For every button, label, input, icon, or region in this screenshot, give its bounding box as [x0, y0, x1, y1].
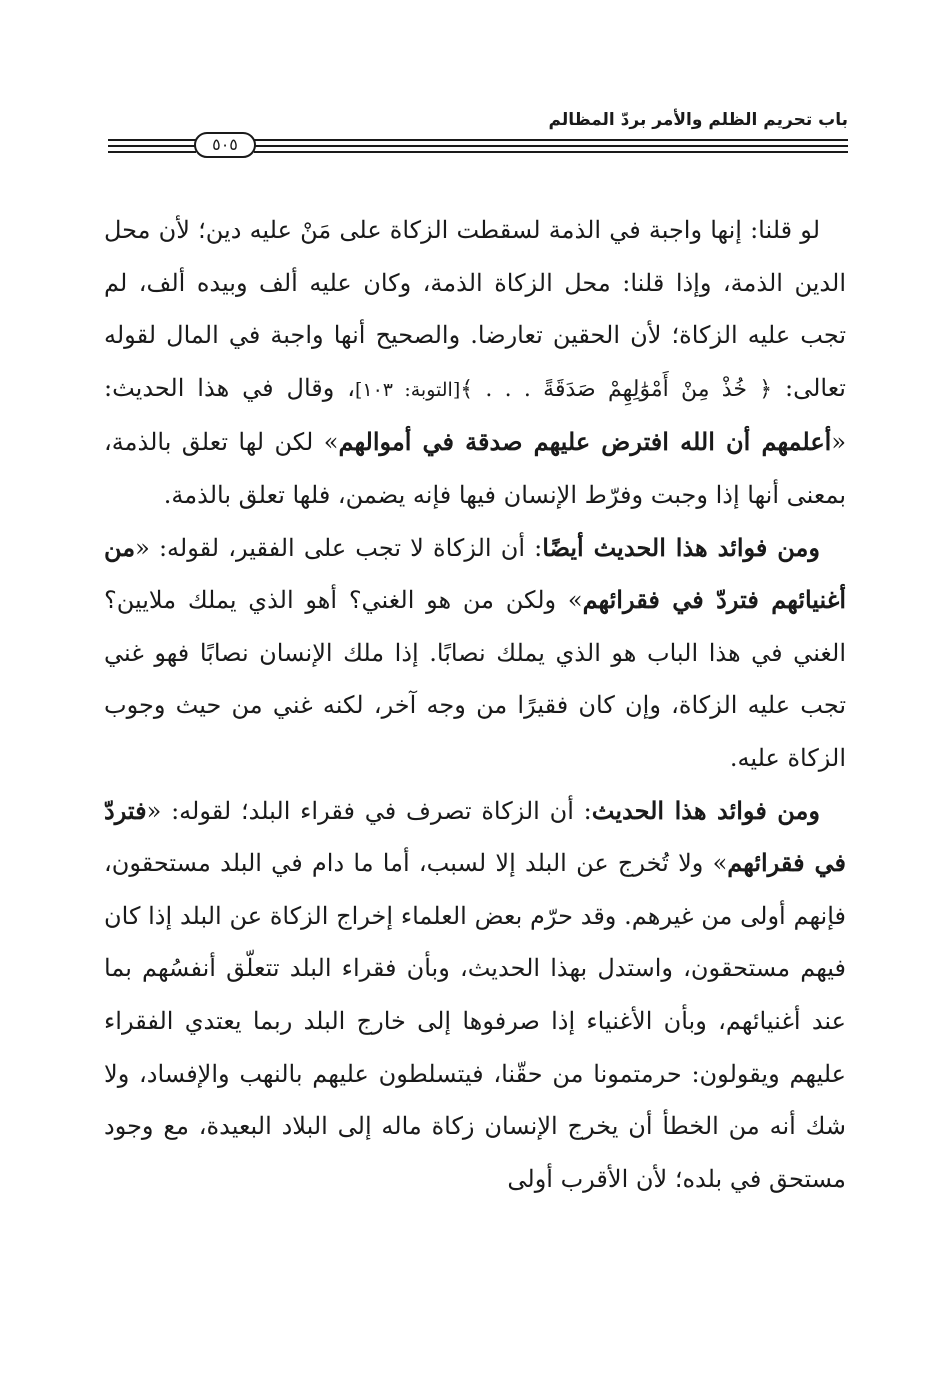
page-header [108, 108, 848, 156]
paragraph-text: : أن الزكاة تصرف في فقراء البلد؛ لقوله: « [146, 796, 592, 825]
paragraph [104, 522, 846, 785]
section-lead: ومن فوائد هذا الحديث أيضًا [542, 532, 821, 562]
header-rule [254, 139, 848, 141]
paragraph [104, 204, 846, 522]
hadith-quote: أعلمهم أن الله افترض عليهم صدقة في أموالهم [338, 427, 832, 457]
paragraph-text: لو قلنا: إنها واجبة في الذمة لسقطت الزكاة على مَنْ عليه دين؛ لأن محل الدين الذمة، وإذا قلنا: محل الزكاة الذمة، وكان عليه ألف وبيده ألف، لم تجب عليه الزكاة؛ لأن الحقين تعارضا. والصحيح أنها واجبة في المال لقوله تعالى: [104, 216, 846, 402]
running-title: باب تحريم الظلم والأمر بردّ المظالم [548, 110, 848, 130]
header-rule [108, 139, 196, 141]
quran-verse: ﴿ خُذْ مِنْ أَمْوَٰلِهِمْ صَدَقَةً . . . ﴾ [460, 376, 773, 402]
header-rule [108, 145, 196, 147]
paragraph [104, 785, 846, 1206]
page-number: ٥٠٥ [194, 132, 256, 158]
paragraph-text: » لكن لها تعلق بالذمة، بمعنى أنها إذا وجبت وفرّط الإنسان فيها فإنه يضمن، فلها تعلق بالذمة. [104, 428, 846, 509]
body-text [104, 204, 846, 1205]
header-rule [254, 145, 848, 147]
paragraph-text: » ولا تُخرج عن البلد إلا لسبب، أما ما دام في البلد مستحقون، فإنهم أولى من غيرهم. وقد حرّم بعض العلماء إخراج الزكاة عن البلد إذا كان فيهم مستحقون، واستدل بهذا الحديث، وبأن فقراء البلد تتعلّق أنفسُهم بما عند أغنيائهم، وبأن الأغنياء إذا صرفوها إلى خارج البلد ربما يعتدي الفقراء عليهم ويقولون: حرمتمونا من حقّنا، فيتسلطون عليهم بالنهب والإفساد، ولا شك أنه من الخطأ أن يخرج الإنسان زكاة ماله إلى البلاد البعيدة، مع وجود مستحق في بلده؛ لأن الأقرب أولى [104, 849, 846, 1193]
paragraph-text: : أن الزكاة لا تجب على الفقير، لقوله: « [135, 533, 543, 562]
section-lead: ومن فوائد هذا الحديث [591, 795, 820, 825]
paragraph-text: » ولكن من هو الغني؟ أهو الذي يملك ملايين؟ الغني في هذا الباب هو الذي يملك نصابًا. إذا ملك الإنسان نصابًا فهو غني تجب عليه الزكاة، وإن كان فقيرًا من وجه آخر، لكنه غني من حيث وجوب الزكاة عليه. [104, 586, 846, 772]
header-rule [254, 151, 848, 153]
header-rule [108, 151, 196, 153]
verse-citation: [التوبة: ١٠٣] [354, 378, 461, 401]
paragraph-text: ، وقال في هذا الحديث: « [104, 373, 846, 457]
hadith-quote: فتردّ في فقرائهم [104, 795, 846, 878]
hadith-quote: من أغنيائهم فتردّ في فقرائهم [104, 532, 847, 615]
